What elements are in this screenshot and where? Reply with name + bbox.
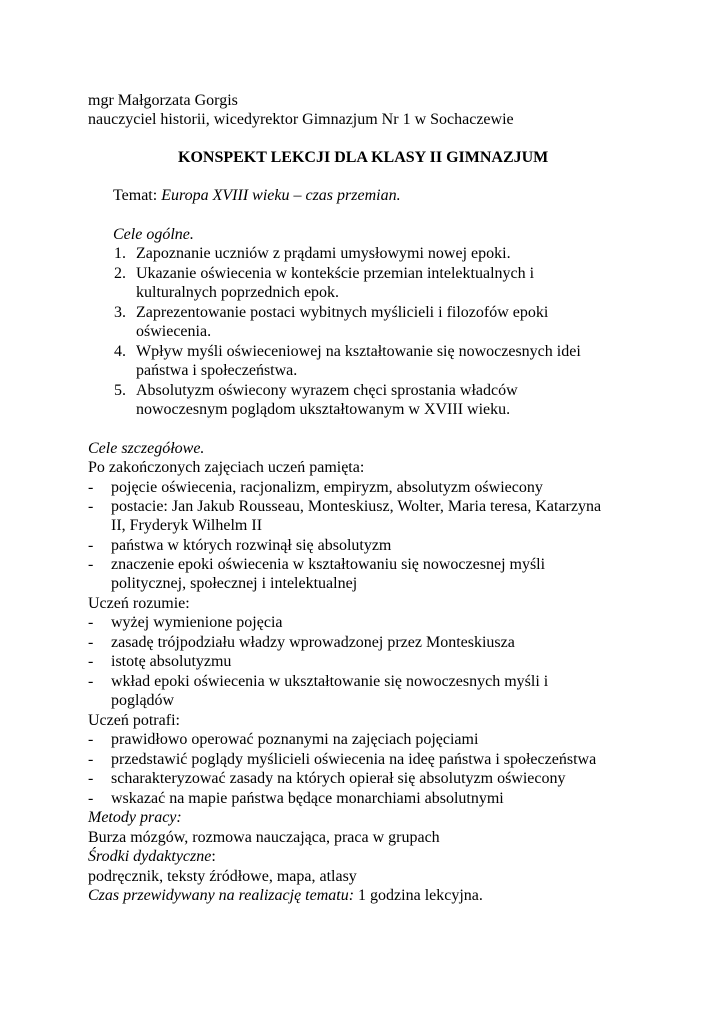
- list-item: prawidłowo operować poznanymi na zajęciach pojęciami: [111, 731, 479, 748]
- list-item: istotę absolutyzmu: [111, 653, 232, 670]
- list-item-number: 4.: [114, 343, 126, 360]
- list-item: wyżej wymienione pojęcia: [111, 614, 283, 631]
- dash-bullet: -: [88, 634, 94, 651]
- list-item: państwa w których rozwinął się absolutyzm: [111, 537, 392, 554]
- aids-heading: Środki dydaktyczne: [88, 848, 212, 865]
- list-item: przedstawić poglądy myślicieli oświecenia na ideę państwa i społeczeństwa: [111, 751, 597, 768]
- list-item: Ukazanie oświecenia w kontekście przemian intelektualnych i: [136, 265, 535, 282]
- document-title: KONSPEKT LEKCJI DLA KLASY II GIMNAZJUM: [178, 149, 549, 166]
- aids-colon: :: [211, 848, 216, 865]
- author-name: mgr Małgorzata Gorgis: [88, 92, 238, 109]
- list-item-continuation: II, Fryderyk Wilhelm II: [111, 517, 263, 534]
- list-item: Absolutyzm oświecony wyrazem chęci sprostania władców: [136, 382, 518, 399]
- list-item: Wpływ myśli oświeceniowej na kształtowanie się nowoczesnych idei: [136, 343, 581, 360]
- list-item: wskazać na mapie państwa będące monarchiami absolutnymi: [111, 790, 504, 807]
- methods-value: Burza mózgów, rozmowa nauczająca, praca w grupach: [88, 829, 440, 846]
- dash-bullet: -: [88, 673, 94, 690]
- list-item-number: 5.: [114, 382, 126, 399]
- list-item: zasadę trójpodziału władzy wprowadzonej przez Monteskiusza: [111, 634, 515, 651]
- list-item-continuation: nowoczesnym poglądom ukształtowanym w XVIII wieku.: [136, 401, 511, 418]
- list-item: postacie: Jan Jakub Rousseau, Monteskiusz, Wolter, Maria teresa, Katarzyna: [111, 498, 602, 515]
- author-role: nauczyciel historii, wicedyrektor Gimnazjum Nr 1 w Sochaczewie: [88, 111, 514, 128]
- list-item-continuation: politycznej, społecznej i intelektualnej: [111, 575, 358, 592]
- remembers-intro: Po zakończonych zajęciach uczeń pamięta:: [88, 459, 365, 476]
- list-item: Zapoznanie uczniów z prądami umysłowymi nowej epoki.: [136, 245, 511, 262]
- dash-bullet: -: [88, 790, 94, 807]
- dash-bullet: -: [88, 498, 94, 515]
- list-item-continuation: oświecenia.: [136, 323, 212, 340]
- dash-bullet: -: [88, 614, 94, 631]
- dash-bullet: -: [88, 653, 94, 670]
- dash-bullet: -: [88, 537, 94, 554]
- list-item: wkład epoki oświecenia w ukształtowanie się nowoczesnych myśli i: [111, 673, 549, 690]
- time-value: 1 godzina lekcyjna.: [354, 887, 483, 904]
- methods-heading: Metody pracy:: [88, 809, 182, 826]
- topic-value: Europa XVIII wieku – czas przemian.: [161, 187, 401, 204]
- list-item-number: 2.: [114, 265, 126, 282]
- dash-bullet: -: [88, 556, 94, 573]
- list-item: pojęcie oświecenia, racjonalizm, empiryzm, absolutyzm oświecony: [111, 479, 543, 496]
- list-item-continuation: kulturalnych poprzednich epok.: [136, 284, 340, 301]
- list-item-number: 1.: [114, 245, 126, 262]
- aids-heading-line: [88, 847, 216, 866]
- list-item-continuation: państwa i społeczeństwa.: [136, 362, 298, 379]
- can-intro: Uczeń potrafi:: [88, 712, 180, 729]
- list-item-continuation: poglądów: [111, 692, 175, 709]
- understands-intro: Uczeń rozumie:: [88, 595, 190, 612]
- dash-bullet: -: [88, 479, 94, 496]
- general-goals-heading: Cele ogólne.: [113, 226, 194, 243]
- dash-bullet: -: [88, 770, 94, 787]
- topic-label: Temat:: [113, 187, 162, 204]
- list-item-number: 3.: [114, 304, 126, 321]
- dash-bullet: -: [88, 731, 94, 748]
- specific-goals-heading: Cele szczegółowe.: [88, 440, 205, 457]
- time-line: [88, 886, 483, 905]
- dash-bullet: -: [88, 751, 94, 768]
- time-label: Czas przewidywany na realizację tematu:: [88, 887, 355, 904]
- lesson-topic: [113, 186, 401, 205]
- list-item: scharakteryzować zasady na których opierał się absolutyzm oświecony: [111, 770, 566, 787]
- aids-value: podręcznik, teksty źródłowe, mapa, atlasy: [88, 868, 357, 885]
- list-item: znaczenie epoki oświecenia w kształtowaniu się nowoczesnej myśli: [111, 556, 546, 573]
- list-item: Zaprezentowanie postaci wybitnych myślicieli i filozofów epoki: [136, 304, 549, 321]
